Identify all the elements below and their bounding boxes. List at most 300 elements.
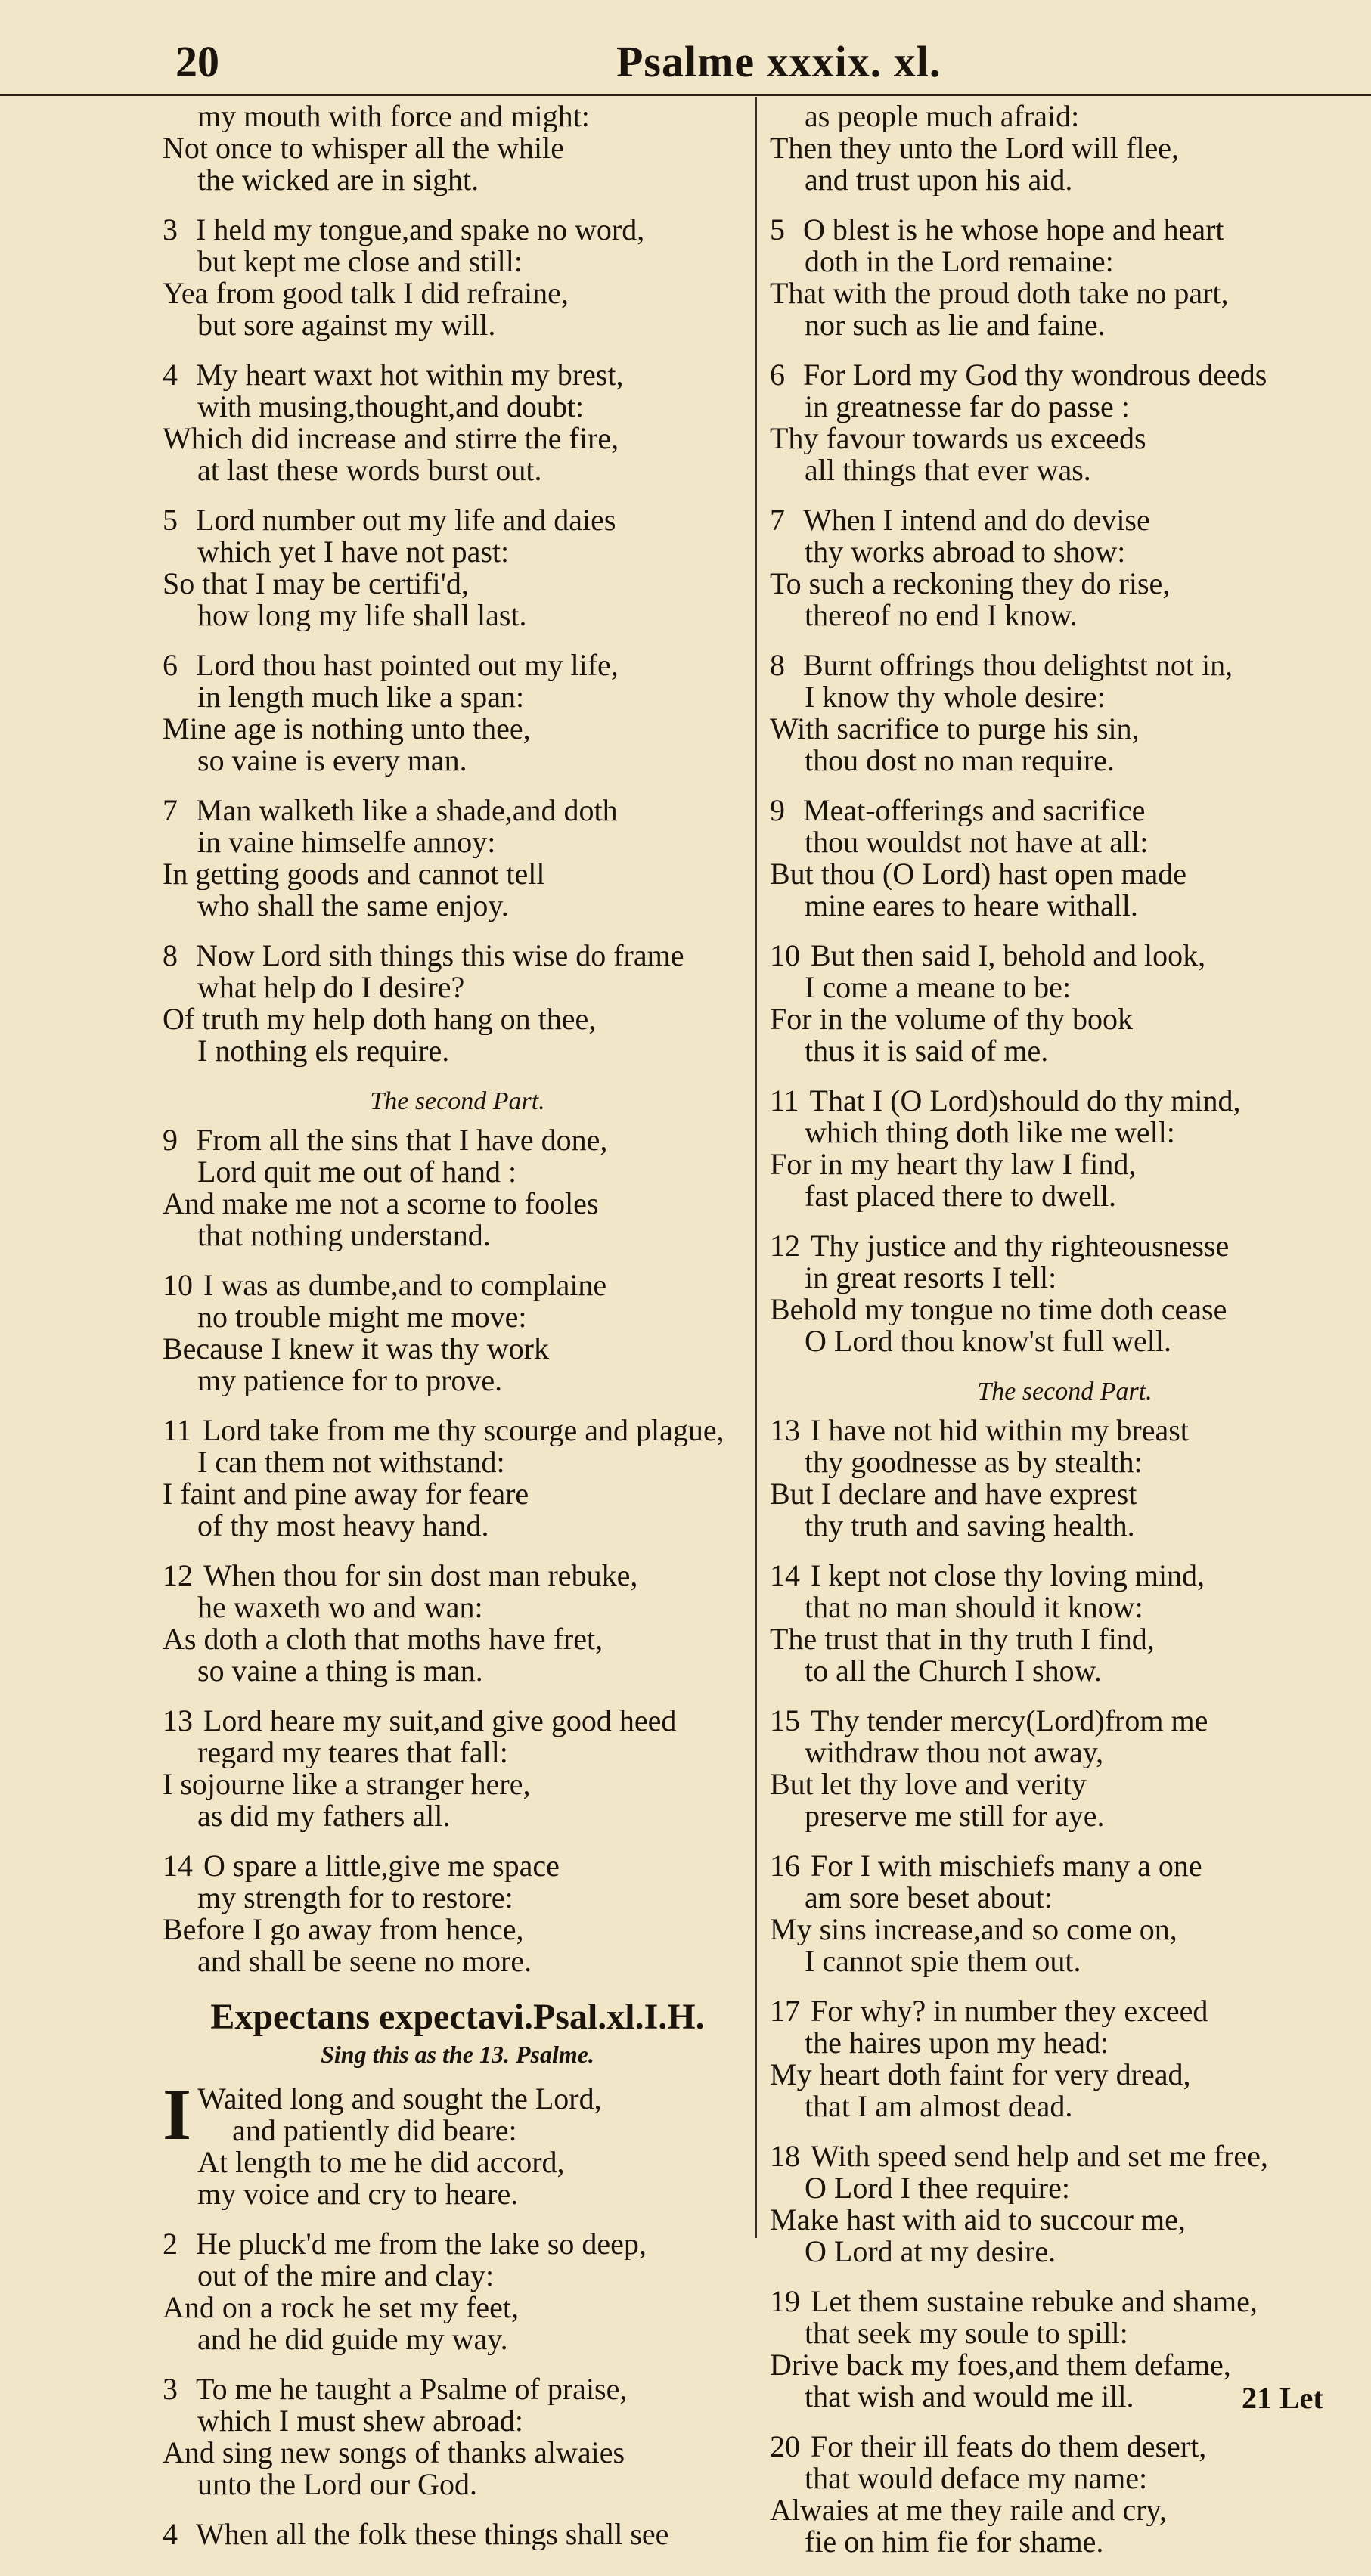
verse-line: [770, 1149, 1360, 1180]
verse-text: that nothing understand.: [197, 1220, 491, 1251]
verse-line: [770, 1737, 1360, 1768]
verse-text: preserve me still for aye.: [805, 1800, 1105, 1832]
part-heading: The second Part.: [977, 1378, 1152, 1406]
verse-line: [163, 164, 752, 196]
verse-line: [163, 1478, 752, 1510]
verse-text: Lord number out my life and daies: [196, 504, 616, 536]
verse-text: I know thy whole desire:: [805, 681, 1106, 713]
verse-text: which thing doth like me well:: [805, 1117, 1175, 1149]
verse-text: So that I may be certifi'd,: [163, 568, 469, 600]
verse: [770, 1415, 1360, 1542]
verse-line: [163, 1156, 752, 1188]
verse-number: 14: [163, 1850, 193, 1882]
verse-text: with musing,thought,and doubt:: [197, 391, 585, 423]
verse-number: 4: [163, 2519, 178, 2550]
verse-line: [770, 568, 1360, 600]
verse-text: Lord quit me out of hand :: [197, 1156, 517, 1188]
verse-text: When I intend and do devise: [803, 504, 1150, 536]
verse-text: am sore beset about:: [805, 1882, 1053, 1914]
verse: [163, 1415, 752, 1542]
verse-number: 5: [770, 214, 785, 246]
verse-text: thy goodnesse as by stealth:: [805, 1446, 1143, 1478]
verse-text: Which did increase and stirre the fire,: [163, 423, 619, 454]
verse-text: in length much like a span:: [197, 681, 525, 713]
verse-number: 6: [770, 359, 785, 391]
verse-line: [163, 1592, 752, 1623]
psalm-40-continued: [770, 101, 1360, 1357]
verse-text: For I with mischiefs many a one: [811, 1850, 1202, 1882]
verse-line: [163, 246, 752, 277]
verse: [770, 795, 1360, 922]
verse-text: Before I go away from hence,: [163, 1914, 524, 1945]
page-number: 20: [175, 37, 219, 86]
verse-line: [770, 1914, 1360, 1945]
verse-number: 8: [163, 940, 178, 972]
verse-number: 16: [770, 1850, 800, 1882]
verse-line: [163, 504, 752, 536]
verse-text: thy truth and saving health.: [805, 1510, 1135, 1542]
verse-number: 11: [770, 1085, 799, 1117]
verse-text: For Lord my God thy wondrous deeds: [803, 359, 1267, 391]
verse-text: as did my fathers all.: [197, 1800, 451, 1832]
verse-text: thou wouldst not have at all:: [805, 826, 1149, 858]
verse-text: Burnt offrings thou delightst not in,: [803, 649, 1233, 681]
verse-line: [770, 1294, 1360, 1325]
verse-text: But thou (O Lord) hast open made: [770, 858, 1186, 890]
verse-text: But let thy love and verity: [770, 1768, 1087, 1800]
verse-line: [770, 2349, 1360, 2381]
verse: [163, 795, 752, 922]
verse-text: But then said I, behold and look,: [811, 940, 1206, 972]
verse-text: For their ill feats do them desert,: [811, 2431, 1207, 2463]
verse-line: [770, 1446, 1360, 1478]
verse-line: [163, 1301, 752, 1333]
verse-line: [770, 1180, 1360, 1212]
verse-line: [770, 1560, 1360, 1592]
verse: [770, 2431, 1360, 2558]
verse-text: nor such as lie and faine.: [805, 309, 1106, 341]
verse-text: that wish and would me ill.: [805, 2381, 1134, 2413]
verse-text: I cannot spie them out.: [805, 1945, 1081, 1977]
verse-line: [770, 826, 1360, 858]
verse-text: With sacrifice to purge his sin,: [770, 713, 1140, 745]
verse-text: Yea from good talk I did refraine,: [163, 277, 569, 309]
verse-line: [770, 1003, 1360, 1035]
verse-line: [770, 890, 1360, 922]
verse-text: which I must shew abroad:: [197, 2405, 524, 2437]
verse-text: I sojourne like a stranger here,: [163, 1768, 531, 1800]
left-column: [163, 101, 752, 2568]
verse-text: that seek my soule to spill:: [805, 2317, 1128, 2349]
verse-text: as people much afraid:: [805, 101, 1080, 132]
verse: [163, 101, 752, 196]
verse-text: When all the folk these things shall see: [196, 2519, 669, 2550]
verse-line: [163, 391, 752, 423]
verse-text: Let them sustaine rebuke and shame,: [811, 2286, 1258, 2317]
verse-line: [770, 795, 1360, 826]
verse-text: Drive back my foes,and them defame,: [770, 2349, 1231, 2381]
verse-text: At length to me he did accord,: [197, 2147, 565, 2178]
verse-line: [163, 2323, 752, 2355]
verse-line: [770, 1262, 1360, 1294]
verse-text: O spare a little,give me space: [203, 1850, 560, 1882]
verse-text: I nothing els require.: [197, 1035, 450, 1067]
verse-text: regard my teares that fall:: [197, 1737, 508, 1768]
verse-text: Thy tender mercy(Lord)from me: [811, 1705, 1208, 1737]
verse-text: thus it is said of me.: [805, 1035, 1049, 1067]
verse-line: [770, 536, 1360, 568]
part-heading: The second Part.: [370, 1087, 545, 1115]
verse-line: [163, 1914, 752, 1945]
verse: [770, 1705, 1360, 1832]
catchword: 21 Let: [1242, 2381, 1323, 2415]
verse-number: 3: [163, 214, 178, 246]
verse-line: [770, 277, 1360, 309]
verse-line: [163, 214, 752, 246]
verse-line: [163, 681, 752, 713]
verse-text: all things that ever was.: [805, 454, 1091, 486]
verse-line: [163, 1705, 752, 1737]
verse-text: I have not hid within my breast: [811, 1415, 1189, 1446]
verse-line: [770, 1623, 1360, 1655]
verse-line: [163, 1882, 752, 1914]
verse-line: [163, 940, 752, 972]
verse: [163, 2228, 752, 2355]
psalm-40-verses: [163, 2074, 752, 2550]
verse-number: 12: [163, 1560, 193, 1592]
verse-line: [770, 1592, 1360, 1623]
verse-text: and patiently did beare:: [232, 2115, 517, 2147]
verse-text: he waxeth wo and wan:: [197, 1592, 483, 1623]
verse-text: Lord thou hast pointed out my life,: [196, 649, 619, 681]
verse-text: My heart waxt hot within my brest,: [196, 359, 624, 391]
verse-line: [163, 2519, 752, 2550]
verse-text: which yet I have not past:: [197, 536, 510, 568]
verse-text: the haires upon my head:: [805, 2027, 1109, 2059]
verse-line: [770, 858, 1360, 890]
verse-text: I can them not withstand:: [197, 1446, 505, 1478]
verse-line: [770, 214, 1360, 246]
verse-text: The trust that in thy truth I find,: [770, 1623, 1155, 1655]
verse-line: [163, 2228, 752, 2260]
verse-line: [163, 858, 752, 890]
verse-text: Meat-offerings and sacrifice: [803, 795, 1146, 826]
verse-text: From all the sins that I have done,: [196, 1124, 608, 1156]
verse-line: [770, 309, 1360, 341]
verse-line: [163, 2260, 752, 2292]
verse-number: 17: [770, 1995, 800, 2027]
verse-line: [163, 795, 752, 826]
verse-line: [770, 2091, 1360, 2122]
verse-text: at last these words burst out.: [197, 454, 542, 486]
verse-line: [770, 2204, 1360, 2236]
verse-line: [163, 2469, 752, 2500]
verse-text: so vaine a thing is man.: [197, 1655, 483, 1687]
verse-line: [770, 1230, 1360, 1262]
verse-line: [163, 1737, 752, 1768]
psalm-39-part-2: [163, 1124, 752, 1977]
verse-number: 5: [163, 504, 178, 536]
verse-text: but sore against my will.: [197, 309, 496, 341]
verse: [163, 2519, 752, 2550]
verse-text: And make me not a scorne to fooles: [163, 1188, 599, 1220]
verse-text: Lord take from me thy scourge and plague,: [202, 1415, 724, 1446]
verse-text: that would deface my name:: [805, 2463, 1148, 2494]
verse-number: 7: [770, 504, 785, 536]
verse-line: [163, 1365, 752, 1396]
verse-text: thou dost no man require.: [805, 745, 1115, 777]
verse-text: of thy most heavy hand.: [197, 1510, 489, 1542]
verse-text: And sing new songs of thanks alwaies: [163, 2437, 625, 2469]
verse-text: out of the mire and clay:: [197, 2260, 495, 2292]
verse-text: that I am almost dead.: [805, 2091, 1073, 2122]
verse-line: [770, 1117, 1360, 1149]
psalm-40-opening: [163, 2074, 752, 2550]
verse-text: and shall be seene no more.: [197, 1945, 532, 1977]
verse-line: [163, 972, 752, 1003]
verse-line: [163, 359, 752, 391]
verse: [770, 940, 1360, 1067]
verse-number: 4: [163, 359, 178, 391]
verse-line: [163, 1124, 752, 1156]
verse-text: For in my heart thy law I find,: [770, 1149, 1137, 1180]
drop-cap: I: [163, 2074, 192, 2156]
verse: [163, 359, 752, 486]
verse-text: Thy justice and thy righteousnesse: [811, 1230, 1230, 1262]
verse-text: Behold my tongue no time doth cease: [770, 1294, 1227, 1325]
verse-text: Of truth my help doth hang on thee,: [163, 1003, 597, 1035]
verse-text: in great resorts I tell:: [805, 1262, 1057, 1294]
verse-line: [770, 1768, 1360, 1800]
verse-line: [163, 826, 752, 858]
verse-line: [770, 1325, 1360, 1357]
verse-text: To such a reckoning they do rise,: [770, 568, 1171, 600]
verse-text: O Lord at my desire.: [805, 2236, 1056, 2268]
verse-text: That with the proud doth take no part,: [770, 277, 1229, 309]
verse-line: [770, 713, 1360, 745]
verse-line: [770, 1655, 1360, 1687]
verse-line: [770, 246, 1360, 277]
verse-text: how long my life shall last.: [197, 600, 527, 631]
verse-text: Now Lord sith things this wise do frame: [196, 940, 684, 972]
verse-text: thereof no end I know.: [805, 600, 1078, 631]
verse-line: [163, 600, 752, 631]
verse-line: [770, 2059, 1360, 2091]
verse-line: [163, 1333, 752, 1365]
verse-text: My heart doth faint for very dread,: [770, 2059, 1191, 2091]
verse-line: [770, 132, 1360, 164]
verse-line: [163, 536, 752, 568]
verse-line: [163, 132, 752, 164]
verse-text: For in the volume of thy book: [770, 1003, 1133, 1035]
verse-text: Not once to whisper all the while: [163, 132, 564, 164]
verse-line: [770, 1850, 1360, 1882]
verse-text: O Lord thou know'st full well.: [805, 1325, 1171, 1357]
verse-text: in vaine himselfe annoy:: [197, 826, 496, 858]
verse-line: [770, 2140, 1360, 2172]
verse: [163, 649, 752, 777]
verse: [163, 214, 752, 341]
running-head: [0, 33, 1371, 96]
verse-line: [770, 1510, 1360, 1542]
verse-number: 9: [163, 1124, 178, 1156]
column-rule: [755, 97, 757, 2238]
psalm-39-part-1: [163, 101, 752, 1067]
verse-line: [163, 101, 752, 132]
verse-text: Man walketh like a shade,and doth: [196, 795, 618, 826]
verse: [163, 2074, 752, 2210]
verse-text: Mine age is nothing unto thee,: [163, 713, 531, 745]
psalm-heading: Expectans expectavi.Psal.xl.I.H.: [210, 1997, 705, 2037]
verse-line: [163, 1415, 752, 1446]
verse-text: But I declare and have exprest: [770, 1478, 1137, 1510]
verse-line: [197, 2083, 752, 2115]
verse: [770, 359, 1360, 486]
verse-line: [163, 713, 752, 745]
verse-text: Alwaies at me they raile and cry,: [770, 2494, 1167, 2526]
verse-line: [770, 2286, 1360, 2317]
verse-line: [770, 681, 1360, 713]
verse-line: [770, 423, 1360, 454]
verse-text: no trouble might me move:: [197, 1301, 527, 1333]
verse-line: [197, 2147, 752, 2178]
verse-text: Lord heare my suit,and give good heed: [203, 1705, 677, 1737]
verse-line: [770, 101, 1360, 132]
verse: [163, 1705, 752, 1832]
verse-text: I come a meane to be:: [805, 972, 1072, 1003]
verse-text: what help do I desire?: [197, 972, 465, 1003]
verse-text: withdraw thou not away,: [805, 1737, 1104, 1768]
verse-line: [163, 1560, 752, 1592]
verse-line: [163, 568, 752, 600]
verse-line: [770, 2431, 1360, 2463]
verse-line: [770, 649, 1360, 681]
verse: [770, 1850, 1360, 1977]
verse-line: [163, 1623, 752, 1655]
verse-line: [770, 1995, 1360, 2027]
verse-line: [770, 1882, 1360, 1914]
verse-number: 8: [770, 649, 785, 681]
verse-text: When thou for sin dost man rebuke,: [203, 1560, 638, 1592]
verse-text: doth in the Lord remaine:: [805, 246, 1114, 277]
verse-number: 10: [163, 1269, 193, 1301]
verse-line: [163, 1220, 752, 1251]
verse-line: [163, 454, 752, 486]
verse-line: [770, 1085, 1360, 1117]
verse: [770, 649, 1360, 777]
verse-text: I kept not close thy loving mind,: [811, 1560, 1205, 1592]
verse-line: [770, 600, 1360, 631]
verse-line: [770, 359, 1360, 391]
verse-text: My sins increase,and so come on,: [770, 1914, 1177, 1945]
verse-text: Thy favour towards us exceeds: [770, 423, 1146, 454]
verse-text: to all the Church I show.: [805, 1655, 1102, 1687]
verse-text: Then they unto the Lord will flee,: [770, 132, 1179, 164]
verse-line: [163, 649, 752, 681]
verse-line: [770, 2317, 1360, 2349]
verse-line: [770, 2526, 1360, 2558]
verse-text: Make hast with aid to succour me,: [770, 2204, 1186, 2236]
verse: [163, 1850, 752, 1977]
verse-line: [163, 423, 752, 454]
verse-line: [163, 2178, 752, 2210]
verse-line: [163, 1655, 752, 1687]
verse-text: O Lord I thee require:: [805, 2172, 1070, 2204]
verse-text: To me he taught a Psalme of praise,: [196, 2373, 628, 2405]
verse-number: 2: [163, 2228, 178, 2260]
verse-text: but kept me close and still:: [197, 246, 523, 277]
verse-number: 6: [163, 649, 178, 681]
verse-line: [770, 745, 1360, 777]
verse-line: [770, 1478, 1360, 1510]
verse-line: [163, 745, 752, 777]
verse-number: 10: [770, 940, 800, 972]
verse-number: 20: [770, 2431, 800, 2463]
verse-line: [770, 2027, 1360, 2059]
verse-number: 13: [163, 1705, 193, 1737]
verse: [163, 1124, 752, 1251]
verse-line: [770, 940, 1360, 972]
verse-text: so vaine is every man.: [197, 745, 467, 777]
verse-line: [770, 164, 1360, 196]
verse: [770, 1230, 1360, 1357]
verse-line: [770, 2236, 1360, 2268]
verse-line: [770, 2494, 1360, 2526]
verse-text: the wicked are in sight.: [197, 164, 479, 196]
verse-number: 13: [770, 1415, 800, 1446]
verse-text: And on a rock he set my feet,: [163, 2292, 519, 2323]
verse-line: [163, 1188, 752, 1220]
verse-number: 19: [770, 2286, 800, 2317]
verse: [163, 2373, 752, 2500]
verse-line: [770, 391, 1360, 423]
verse-number: 15: [770, 1705, 800, 1737]
verse: [770, 2140, 1360, 2268]
verse: [770, 1995, 1360, 2122]
verse-text: mine eares to heare withall.: [805, 890, 1138, 922]
verse-text: my mouth with force and might:: [197, 101, 590, 132]
verse-text: I faint and pine away for feare: [163, 1478, 529, 1510]
verse: [770, 504, 1360, 631]
verse-number: 9: [770, 795, 785, 826]
verse-number: 11: [163, 1415, 192, 1446]
verse-text: unto the Lord our God.: [197, 2469, 477, 2500]
verse-line: [770, 972, 1360, 1003]
verse-number: 7: [163, 795, 178, 826]
verse-text: thy works abroad to show:: [805, 536, 1126, 568]
verse-text: who shall the same enjoy.: [197, 890, 509, 922]
verse-number: 12: [770, 1230, 800, 1262]
verse-text: That I (O Lord)should do thy mind,: [809, 1085, 1241, 1117]
verse: [163, 940, 752, 1067]
tune-direction: Sing this as the 13. Psalme.: [321, 2041, 594, 2068]
verse-line: [163, 1269, 752, 1301]
verse-line: [770, 1945, 1360, 1977]
verse: [163, 504, 752, 631]
right-column: [770, 101, 1360, 2576]
verse: [163, 1269, 752, 1396]
verse-line: [163, 1800, 752, 1832]
verse-text: my voice and cry to heare.: [197, 2178, 519, 2210]
verse-text: Waited long and sought the Lord,: [197, 2083, 602, 2115]
verse-line: [163, 890, 752, 922]
verse: [163, 1560, 752, 1687]
verse-text: For why? in number they exceed: [811, 1995, 1208, 2027]
verse-line: [163, 1945, 752, 1977]
verse-line: [163, 1850, 752, 1882]
verse: [770, 101, 1360, 196]
verse-text: As doth a cloth that moths have fret,: [163, 1623, 603, 1655]
